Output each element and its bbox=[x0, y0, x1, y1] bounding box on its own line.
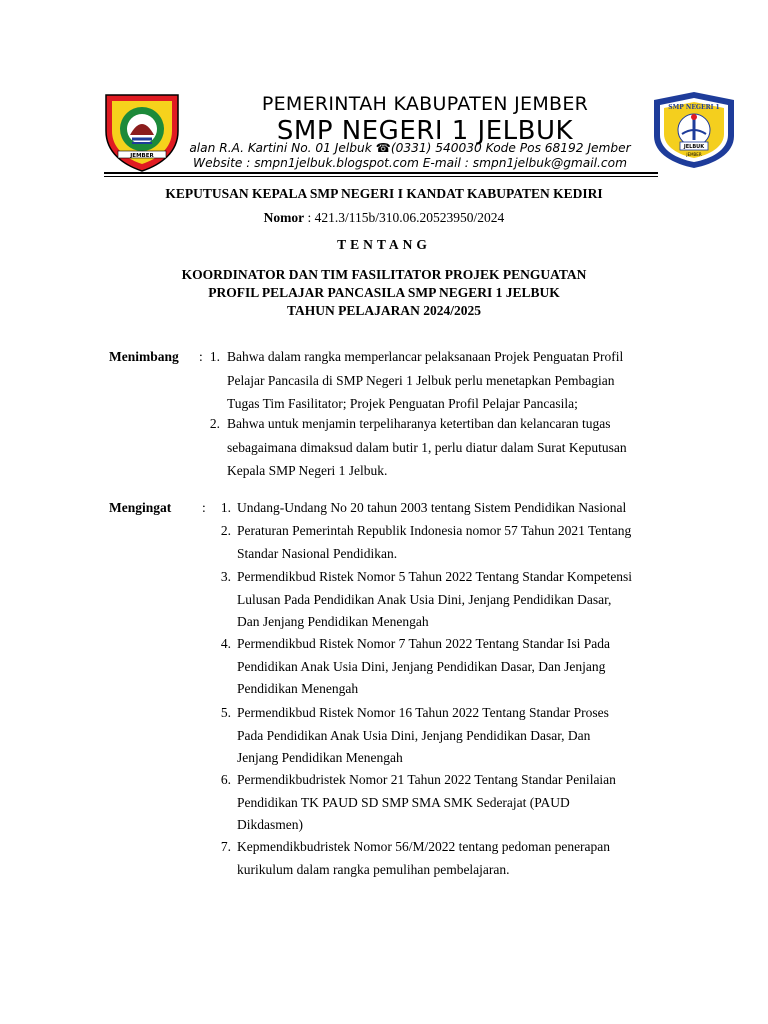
letterhead bbox=[160, 90, 690, 146]
mengingat-item-number: 6. bbox=[220, 772, 231, 787]
decree-subject-line-3: TAHUN PELAJARAN 2024/2025 bbox=[286, 303, 481, 318]
decree-subject-line-2: PROFIL PELAJAR PANCASILA SMP NEGERI 1 JELBUK bbox=[208, 285, 560, 300]
mengingat-item-line: Dikdasmen) bbox=[237, 817, 303, 832]
mengingat-item-line: Standar Nasional Pendidikan. bbox=[237, 545, 398, 561]
mengingat-item-number: 2. bbox=[220, 523, 231, 538]
government-name: PEMERINTAH KABUPATEN JEMBER bbox=[261, 93, 589, 115]
menimbang-item-number: 2. bbox=[209, 416, 220, 431]
menimbang-label: Menimbang bbox=[109, 349, 179, 364]
mengingat-item-number: 5. bbox=[220, 705, 231, 720]
mengingat-item-line: Permendikbud Ristek Nomor 16 Tahun 2022 Tentang Standar Proses bbox=[237, 705, 609, 720]
svg-text:JEMBER: JEMBER bbox=[130, 153, 154, 159]
mengingat-item-line: Peraturan Pemerintah Republik Indonesia nomor 57 Tahun 2021 Tentang bbox=[237, 523, 632, 538]
menimbang-item-line: sebagaimana dimaksud dalam butir 1, perlu diatur dalam Surat Keputusan bbox=[227, 439, 627, 455]
mengingat-item-line: Jenjang Pendidikan Menengah bbox=[237, 750, 403, 765]
svg-text:JELBUK: JELBUK bbox=[683, 144, 705, 150]
decree-title: KEPUTUSAN KEPALA SMP NEGERI I KANDAT KABUPATEN KEDIRI bbox=[165, 186, 603, 201]
menimbang-item-line: Bahwa untuk menjamin terpeliharanya ketertiban dan kelancaran tugas bbox=[227, 416, 611, 431]
mengingat-item-line: Kepmendikbudristek Nomor 56/M/2022 tentang pedoman penerapan bbox=[237, 839, 611, 854]
menimbang-item-number: 1. bbox=[209, 349, 220, 364]
decree-subject-line-1: KOORDINATOR DAN TIM FASILITATOR PROJEK PENGUATAN bbox=[181, 267, 587, 282]
mengingat-item-line: Pendidikan Anak Usia Dini, Jenjang Pendidikan Dasar, Dan Jenjang bbox=[237, 658, 606, 674]
svg-text:SMP NEGERI 1: SMP NEGERI 1 bbox=[668, 104, 720, 111]
menimbang-item-line: Tugas Tim Fasilitator; Projek Penguatan Profil Pelajar Pancasila; bbox=[227, 396, 578, 411]
mengingat-item-line: Permendikbud Ristek Nomor 5 Tahun 2022 Tentang Standar Kompetensi bbox=[237, 569, 633, 584]
decree-number bbox=[0, 210, 768, 226]
mengingat-item-line: Pada Pendidikan Anak Usia Dini, Jenjang Pendidikan Dasar, Dan bbox=[237, 727, 591, 743]
mengingat-item-number: 1. bbox=[220, 500, 231, 515]
letterhead-rule-thick bbox=[104, 172, 658, 174]
menimbang-item-line: Kepala SMP Negeri 1 Jelbuk. bbox=[227, 463, 388, 478]
mengingat-item-line: Undang-Undang No 20 tahun 2003 tentang Sistem Pendidikan Nasional bbox=[237, 500, 627, 515]
letterhead-rule-thin bbox=[104, 176, 658, 177]
decree-number-value: : 421.3/115b/310.06.20523950/2024 bbox=[307, 210, 505, 225]
school-contact: Website : smpn1jelbuk.blogspot.com E-mail : smpn1jelbuk@gmail.com bbox=[193, 156, 627, 170]
mengingat-item-line: Dan Jenjang Pendidikan Menengah bbox=[237, 614, 429, 629]
mengingat-item-line: Pendidikan TK PAUD SD SMP SMA SMK Sederajat (PAUD bbox=[237, 794, 570, 810]
mengingat-item-line: kurikulum dalam rangka pemulihan pembelajaran. bbox=[237, 861, 510, 877]
mengingat-item-number: 4. bbox=[220, 636, 231, 651]
svg-text:JEMBER: JEMBER bbox=[686, 152, 702, 157]
mengingat-item-line: Lulusan Pada Pendidikan Anak Usia Dini, Jenjang Pendidikan Dasar, bbox=[237, 591, 612, 607]
decree-number-label: Nomor bbox=[263, 210, 305, 225]
school-address: alan R.A. Kartini No. 01 Jelbuk ☎(0331) 540030 Kode Pos 68192 Jember bbox=[189, 141, 631, 155]
mengingat-item-number: 3. bbox=[220, 569, 231, 584]
mengingat-label: Mengingat bbox=[109, 500, 172, 515]
school-name: SMP NEGERI 1 JELBUK bbox=[276, 116, 574, 146]
menimbang-item-line: Bahwa dalam rangka memperlancar pelaksanaan Projek Penguatan Profil bbox=[227, 349, 624, 364]
decree-tentang: TENTANG bbox=[337, 237, 431, 252]
mengingat-colon: : bbox=[202, 500, 206, 515]
menimbang-item-line: Pelajar Pancasila di SMP Negeri 1 Jelbuk perlu menetapkan Pembagian bbox=[227, 372, 615, 388]
mengingat-item-line: Pendidikan Menengah bbox=[237, 681, 359, 696]
mengingat-item-number: 7. bbox=[220, 839, 231, 854]
mengingat-item-line: Permendikbud Ristek Nomor 7 Tahun 2022 Tentang Standar Isi Pada bbox=[237, 636, 610, 651]
mengingat-item-line: Permendikbudristek Nomor 21 Tahun 2022 Tentang Standar Penilaian bbox=[237, 772, 616, 787]
menimbang-colon: : bbox=[199, 349, 203, 364]
